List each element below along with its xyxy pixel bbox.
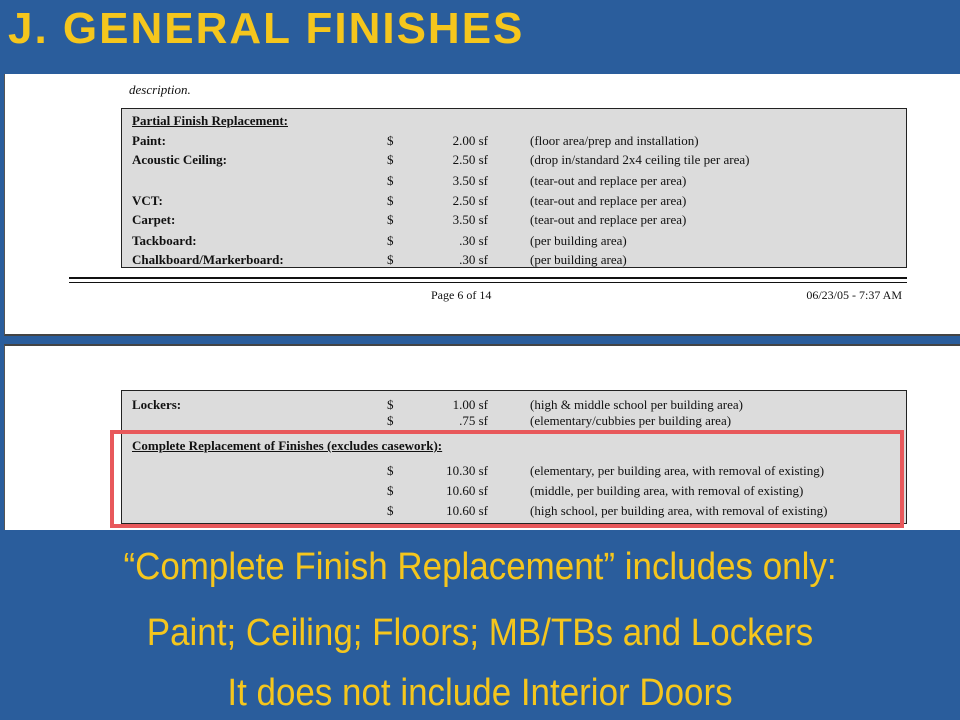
- table-row: Lockers: $ 1.00 sf (high & middle school per building area): [132, 397, 744, 412]
- table-row: $ 10.60 sf (middle, per building area, with removal of existing): [387, 483, 804, 498]
- section-heading-row: [132, 438, 896, 456]
- footer-rule: [69, 277, 907, 279]
- section-heading: Complete Replacement of Finishes (excludes casework):: [132, 438, 443, 453]
- table-row: $ 3.50 sf (tear-out and replace per area): [387, 173, 687, 188]
- page-number: Page 6 of 14: [431, 288, 492, 302]
- table-row: VCT: $ 2.50 sf (tear-out and replace per area): [132, 193, 687, 208]
- table-row: $ 10.60 sf (high school, per building area, with removal of existing): [387, 503, 828, 518]
- table-row: Chalkboard/Markerboard: $ .30 sf (per building area): [132, 252, 627, 267]
- lockers-and-complete-table: [121, 390, 907, 524]
- table-row: Tackboard: $ .30 sf (per building area): [132, 233, 627, 248]
- table-row: Carpet: $ 3.50 sf (tear-out and replace per area): [132, 212, 687, 227]
- partial-finish-table: [121, 108, 907, 268]
- slide-title: J. GENERAL FINISHES: [8, 4, 525, 53]
- table-row: Paint: $ 2.00 sf (floor area/prep and installation): [132, 133, 699, 148]
- caption-line-3: It does not include Interior Doors: [227, 672, 733, 714]
- print-date: 06/23/05 - 7:37 AM: [806, 288, 902, 302]
- caption-line-2: Paint; Ceiling; Floors; MB/TBs and Lockers: [146, 612, 814, 654]
- caption-line-1: “Complete Finish Replacement” includes only:: [123, 546, 837, 588]
- footer-rule-thin: [69, 282, 907, 283]
- description-text: description.: [129, 82, 191, 97]
- document-page-1: [4, 74, 960, 336]
- table-row: Acoustic Ceiling: $ 2.50 sf (drop in/standard 2x4 ceiling tile per area): [132, 152, 750, 167]
- table-row: $ .75 sf (elementary/cubbies per building area): [387, 413, 732, 428]
- table-row: $ 10.30 sf (elementary, per building area, with removal of existing): [387, 463, 825, 478]
- section-heading: Partial Finish Replacement:: [132, 113, 288, 128]
- section-heading-row: [132, 113, 896, 131]
- document-page-2: [4, 344, 960, 530]
- cut-off-text-line: [127, 66, 827, 76]
